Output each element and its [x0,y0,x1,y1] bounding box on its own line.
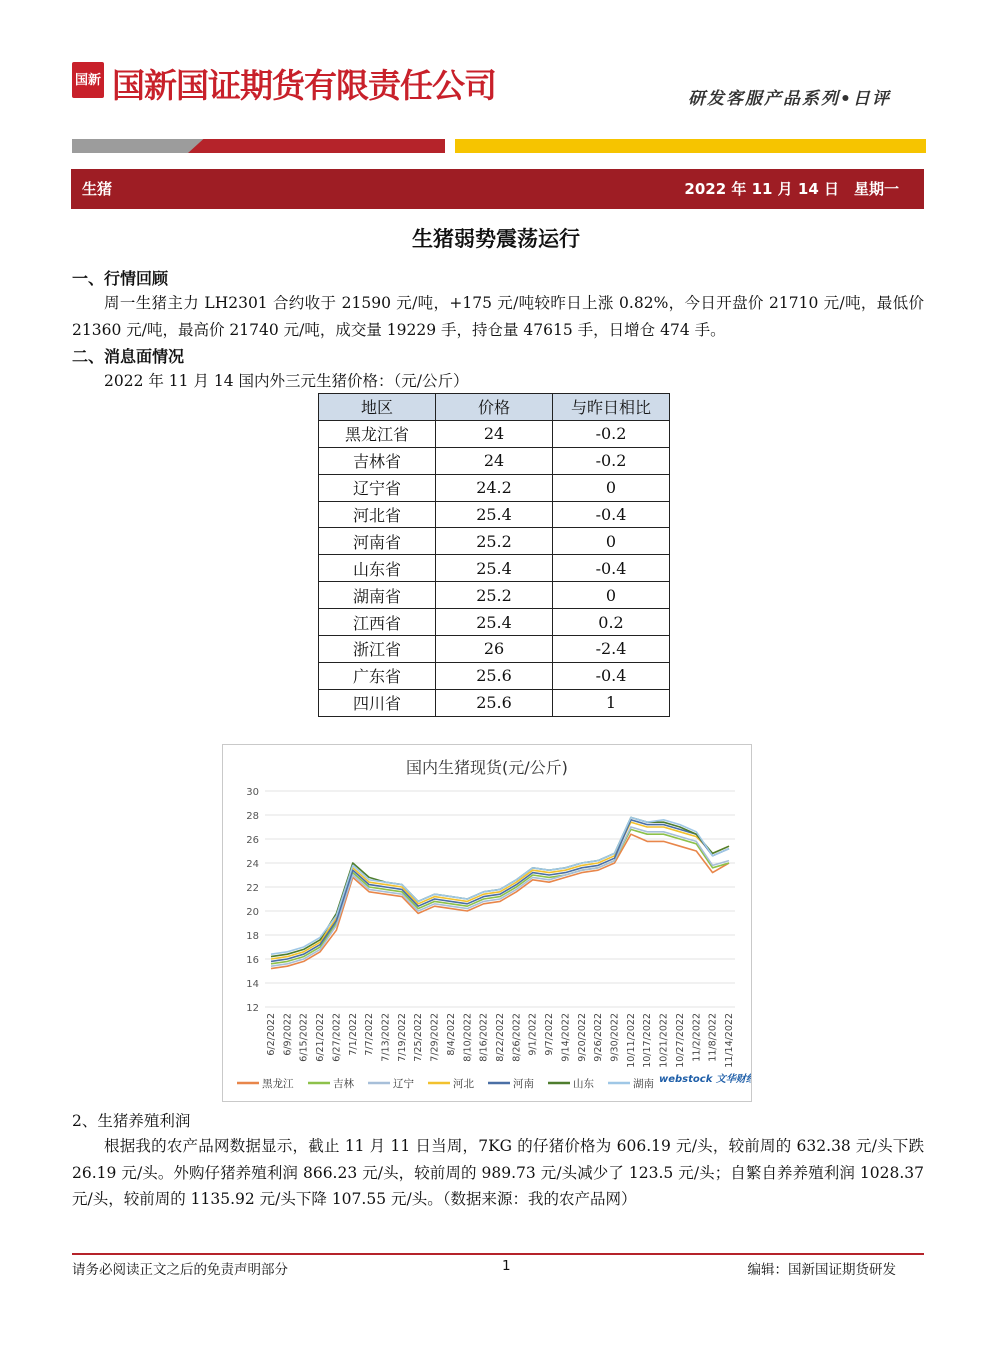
legend-label: 山东 [573,1078,594,1090]
table-row [319,420,670,447]
x-tick-label: 9/26/2022 [593,1013,605,1062]
x-tick-label: 7/1/2022 [347,1013,359,1056]
table-cell: 0 [553,582,670,609]
y-tick-label: 24 [246,859,259,870]
x-tick-label: 7/19/2022 [396,1013,408,1062]
x-tick-label: 6/27/2022 [331,1013,343,1062]
x-tick-label: 8/16/2022 [478,1013,490,1062]
section-heading-review: 一、行情回顾 [72,269,169,288]
legend-label: 河南 [513,1078,534,1090]
table-cell: 河北省 [319,501,436,528]
banner-category: 生猪 [82,180,113,198]
legend-label: 湖南 [633,1078,654,1090]
footer-divider [72,1253,924,1255]
table-cell: -0.4 [553,501,670,528]
report-title: 生猪弱势震荡运行 [412,227,580,251]
x-tick-label: 9/20/2022 [576,1013,588,1062]
table-header-row [319,394,670,421]
chart-svg [223,745,751,1101]
x-tick-label: 7/25/2022 [413,1013,425,1062]
section-heading-profit: 2、生猪养殖利润 [72,1112,191,1130]
profit-paragraph: 根据我的农产品网数据显示，截止 11 月 11 日当周，7KG 的仔猪价格为 606.19 元/头，较前周的 632.38 元/头下跌 26.19 元/头。外购仔猪养殖利润 866.23 元/头，较前周的 989.73 元/头减少了 123.5 元/头；自繁自养养殖利润 1028.37 元/头，较前周的 1135.92 元/头下降 107.55 元/头。（数据来源：我的农产品网） [72,1137,924,1208]
table-cell: 四川省 [319,689,436,716]
table-cell: 浙江省 [319,636,436,663]
legend-label: 黑龙江 [262,1078,294,1090]
hog-price-chart [222,744,752,1102]
table-row [319,636,670,663]
x-tick-label: 7/7/2022 [364,1013,376,1056]
series-line [271,822,729,959]
x-tick-label: 8/22/2022 [495,1013,506,1062]
table-cell: 0 [553,474,670,501]
table-cell: -0.4 [553,662,670,689]
x-tick-label: 9/30/2022 [609,1013,621,1062]
table-cell: 25.4 [436,555,553,582]
table-row [319,689,670,716]
company-logo: 国新 [72,62,104,98]
footer-editor: 编辑：国新国证期货研发 [747,1262,896,1278]
table-row [319,662,670,689]
table-cell: -0.4 [553,555,670,582]
table-row [319,447,670,474]
x-tick-label: 7/13/2022 [380,1013,392,1062]
x-tick-label: 11/14/2022 [724,1013,735,1068]
legend-label: 河北 [453,1078,474,1090]
table-cell: 河南省 [319,528,436,555]
x-tick-label: 6/9/2022 [282,1013,294,1056]
table-cell: 26 [436,636,553,663]
x-tick-label: 11/2/2022 [691,1013,703,1062]
table-cell: -2.4 [553,636,670,663]
section-heading-news: 二、消息面情况 [72,347,185,366]
column-header: 与昨日相比 [553,394,670,421]
x-tick-label: 8/26/2022 [511,1013,523,1062]
table-cell: 25.6 [436,662,553,689]
banner-date: 2022 年 11 月 14 日 星期一 [684,180,899,198]
x-tick-label: 9/14/2022 [560,1013,572,1062]
table-cell: 广东省 [319,662,436,689]
table-row [319,528,670,555]
legend-label: 吉林 [333,1078,354,1090]
table-cell: 24 [436,420,553,447]
y-tick-label: 18 [246,931,259,942]
market-review-paragraph: 周一生猪主力 LH2301 合约收于 21590 元/吨，+175 元/吨较昨日上涨 0.82%，今日开盘价 21710 元/吨，最低价 21360 元/吨，最高价 21740 元/吨，成交量 19229 手，持仓量 47615 手，日增仓 474 手。 [72,294,924,339]
y-tick-label: 22 [246,883,259,894]
y-tick-label: 30 [246,787,259,798]
x-tick-label: 8/10/2022 [462,1013,474,1062]
table-row [319,582,670,609]
table-row [319,474,670,501]
chart-watermark: webstock 文华财经 [659,1074,751,1085]
table-cell: 0.2 [553,609,670,636]
table-cell: 黑龙江省 [319,420,436,447]
report-series: 研发客服产品系列•日评 [688,89,891,109]
decor-bar-yellow [455,139,926,153]
x-tick-label: 9/7/2022 [544,1013,556,1056]
table-cell: 25.4 [436,609,553,636]
legend-label: 辽宁 [393,1078,414,1090]
company-name: 国新国证期货有限责任公司 [112,66,496,105]
x-tick-label: 6/21/2022 [315,1013,327,1062]
table-cell: 25.2 [436,582,553,609]
page-number: 1 [502,1258,511,1274]
y-tick-label: 12 [246,1003,259,1014]
price-table-caption: 2022 年 11 月 14 国内外三元生猪价格：（元/公斤） [104,372,469,390]
column-header: 地区 [319,394,436,421]
table-cell: 辽宁省 [319,474,436,501]
table-cell: 江西省 [319,609,436,636]
x-tick-label: 10/21/2022 [658,1013,670,1068]
x-tick-label: 10/11/2022 [625,1013,637,1068]
column-header: 价格 [436,394,553,421]
table-row [319,555,670,582]
y-tick-label: 26 [246,835,259,846]
x-tick-label: 8/4/2022 [445,1013,457,1056]
footer-disclaimer: 请务必阅读正文之后的免责声明部分 [72,1262,288,1278]
x-tick-label: 11/8/2022 [707,1013,719,1062]
table-cell: 1 [553,689,670,716]
table-cell: 25.2 [436,528,553,555]
x-tick-label: 10/17/2022 [642,1013,654,1068]
x-tick-label: 6/2/2022 [266,1013,277,1056]
price-table [318,393,670,717]
table-cell: 0 [553,528,670,555]
table-row [319,501,670,528]
table-cell: 25.6 [436,689,553,716]
table-cell: 25.4 [436,501,553,528]
x-tick-label: 7/29/2022 [429,1013,441,1062]
x-tick-label: 9/1/2022 [527,1013,539,1056]
y-tick-label: 28 [246,811,259,822]
series-line [271,817,729,954]
table-cell: 吉林省 [319,447,436,474]
table-cell: -0.2 [553,447,670,474]
decor-bar-red [188,139,445,153]
table-cell: 湖南省 [319,582,436,609]
y-tick-label: 16 [246,955,259,966]
table-cell: 山东省 [319,555,436,582]
table-cell: 24 [436,447,553,474]
series-line [271,829,729,963]
table-cell: 24.2 [436,474,553,501]
x-tick-label: 6/15/2022 [298,1013,310,1062]
table-cell: -0.2 [553,420,670,447]
chart-title: 国内生猪现货(元/公斤) [406,758,568,777]
table-row [319,609,670,636]
y-tick-label: 20 [246,907,259,918]
x-tick-label: 10/27/2022 [674,1013,686,1068]
y-tick-label: 14 [246,979,259,990]
